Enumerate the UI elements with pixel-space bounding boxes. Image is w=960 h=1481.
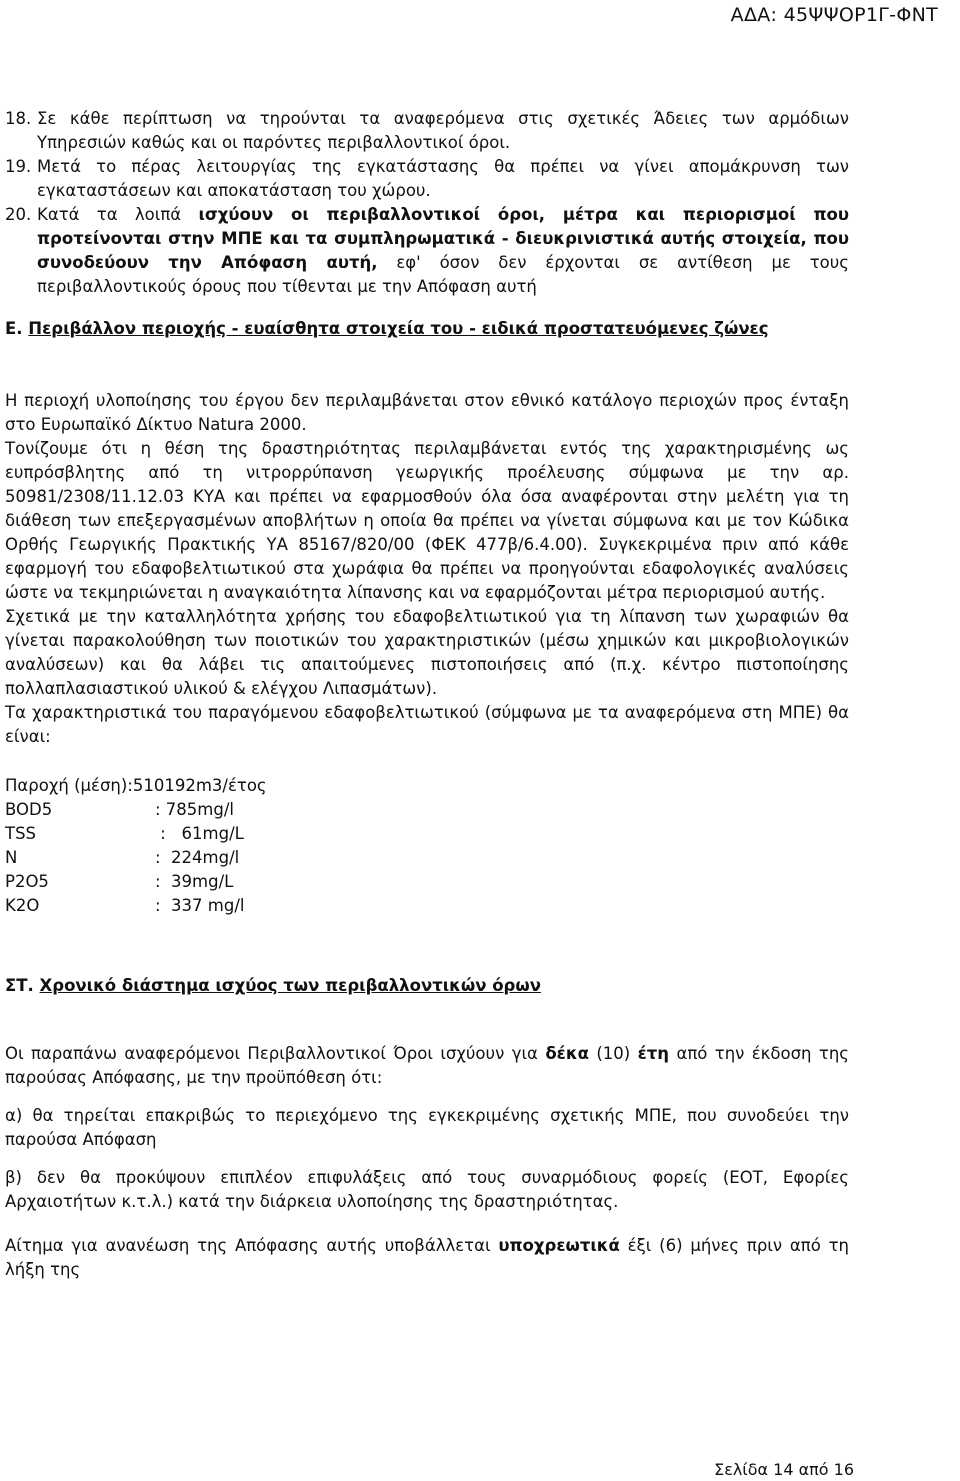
- section-e-p3: Σχετικά με την καταλληλότητα χρήσης του εδαφοβελτιωτικού για τη λίπανση των χωραφιών θα γίνεται παρακολούθηση των ποιοτικών του χαρακτηριστικών (μέσω χημικών και μικροβιολογικών αναλύσεων) και θα λάβει τις απαιτούμενες πιστοποιήσεις από (π.χ. κέντρο πιστοποίησης πολλαπλασιαστικού υλικού & ελέγχου Λιπασμάτων).: [5, 607, 849, 698]
- renewal-paragraph: [5, 1234, 849, 1282]
- spec-value: : 224mg/l: [155, 848, 240, 867]
- section-st-prefix: ΣΤ.: [5, 976, 40, 995]
- section-st-p1: [5, 1042, 849, 1090]
- condition-b: β) δεν θα προκύψουν επιπλέον επιφυλάξεις από τους συναρμόδιους φορείς (ΕΟΤ, Εφορίες Αρχαιοτήτων κ.τ.λ.) κατά την διάρκεια υλοποίησης της δραστηριότητας.: [5, 1168, 849, 1211]
- spec-row: [5, 870, 849, 894]
- section-e-title: Περιβάλλον περιοχής - ευαίσθητα στοιχεία του - ειδικά προστατευόμενες ζώνες: [28, 319, 769, 338]
- section-st-heading: [5, 974, 849, 998]
- spec-value: : 337 mg/l: [155, 896, 245, 915]
- list-item: [5, 155, 849, 203]
- spec-row: [5, 894, 849, 918]
- section-st-title: Χρονικό διάστημα ισχύος των περιβαλλοντικών όρων: [39, 976, 541, 995]
- validity-text-start: Οι παραπάνω αναφερόμενοι Περιβαλλοντικοί Όροι ισχύουν για: [5, 1044, 546, 1063]
- validity-text-end: από την έκδοση της παρούσας Απόφασης, με την προϋπόθεση ότι:: [5, 1044, 849, 1087]
- item-text-end: εφ' όσον δεν έρχονται σε αντίθεση με τους περιβαλλοντικούς όρους που τίθενται με την Απόφαση αυτή: [37, 253, 849, 296]
- item-text: Σε κάθε περίπτωση να τηρούνται τα αναφερόμενα στις σχετικές Άδειες των αρμόδιων Υπηρεσιών καθώς και οι παρόντες περιβαλλοντικοί όροι.: [37, 109, 849, 152]
- condition-a: α) θα τηρείται επακριβώς το περιεχόμενο της εγκεκριμένης σχετικής ΜΠΕ, που συνοδεύει την παρούσα Απόφαση: [5, 1106, 849, 1149]
- spec-value: : 785mg/l: [155, 800, 234, 819]
- section-e-prefix: Ε.: [5, 319, 29, 338]
- spec-key: Παροχή (μέση): [5, 776, 128, 795]
- item-number: 18.: [5, 109, 32, 128]
- document-body: [5, 107, 849, 1282]
- validity-ten-number: (10): [588, 1044, 638, 1063]
- spec-row: [5, 846, 849, 870]
- item-text: Μετά το πέρας λειτουργίας της εγκατάστασης θα πρέπει να γίνει απομάκρυνση των εγκαταστάσεων και αποκατάσταση του χώρου.: [37, 157, 849, 200]
- item-text-start: Κατά τα λοιπά: [37, 205, 199, 224]
- spec-key: K2O: [5, 896, 40, 915]
- spec-value: : 61mg/L: [155, 824, 244, 843]
- spec-row: [5, 822, 849, 846]
- validity-years-bold: έτη: [637, 1044, 670, 1063]
- item-number: 20.: [5, 205, 32, 224]
- section-e-p4: Τα χαρακτηριστικά του παραγόμενου εδαφοβελτιωτικού (σύμφωνα με τα αναφερόμενα στη ΜΠΕ) θα είναι:: [5, 703, 849, 746]
- item-text: [37, 203, 849, 299]
- spec-key: BOD5: [5, 800, 53, 819]
- spec-list: [5, 774, 849, 918]
- renewal-text-end: έξι (6) μήνες πριν από τη λήξη της: [5, 1236, 849, 1279]
- list-item: [5, 203, 849, 299]
- spec-row: [5, 774, 849, 798]
- ada-code: ΑΔΑ: 45ΨΨΟΡ1Γ-ΦΝΤ: [730, 4, 938, 26]
- section-e-heading: [5, 317, 849, 341]
- page-number: Σελίδα 14 από 16: [714, 1460, 854, 1479]
- item-number: 19.: [5, 157, 32, 176]
- spec-key: P2O5: [5, 872, 49, 891]
- spec-row: [5, 798, 849, 822]
- validity-ten-bold: δέκα: [545, 1044, 589, 1063]
- spec-key: N: [5, 848, 18, 867]
- spec-value: :510192m3/έτος: [127, 776, 267, 795]
- renewal-mandatory-bold: υποχρεωτικά: [498, 1236, 620, 1255]
- item-text-bold: ισχύουν οι περιβαλλοντικοί όροι, μέτρα και περιορισμοί που προτείνονται στην ΜΠΕ και τα συμπληρωματικά - διευκρινιστικά αυτής στοιχεία, που συνοδεύουν την Απόφαση αυτή,: [37, 205, 850, 272]
- section-e-p2: Τονίζουμε ότι η θέση της δραστηριότητας περιλαμβάνεται εντός της χαρακτηρισμένης ως ευπρόσβλητης από τη νιτρορρύπανση γεωργικής προέλευσης σύμφωνα με την αρ. 50981/2308/11.12.03 ΚΥΑ και πρέπει να εφαρμοσθούν όλα όσα αναφέρονται στην μελέτη για τη διάθεση των επεξεργασμένων αποβλήτων η οποία θα πρέπει να γίνεται σύμφωνα και με τον Κώδικα Ορθής Γεωργικής Πρακτικής ΥΑ 85167/820/00 (ΦΕΚ 477β/6.4.00). Συγκεκριμένα πριν από κάθε εφαρμογή του εδαφοβελτιωτικού στα χωράφια θα πρέπει να προηγούνται εδαφολογικές αναλύσεις ώστε να τεκμηριώνεται η αναγκαιότητα λίπανσης και να εφαρμόζονται μέτρα περιορισμού αυτής.: [5, 439, 849, 602]
- renewal-text-start: Αίτημα για ανανέωση της Απόφασης αυτής υποβάλλεται: [5, 1236, 499, 1255]
- list-item: [5, 107, 849, 155]
- spec-value: : 39mg/L: [155, 872, 234, 891]
- section-e-p1: Η περιοχή υλοποίησης του έργου δεν περιλαμβάνεται στον εθνικό κατάλογο περιοχών προς ένταξη στο Ευρωπαϊκό Δίκτυο Natura 2000.: [5, 391, 849, 434]
- spec-key: TSS: [5, 824, 37, 843]
